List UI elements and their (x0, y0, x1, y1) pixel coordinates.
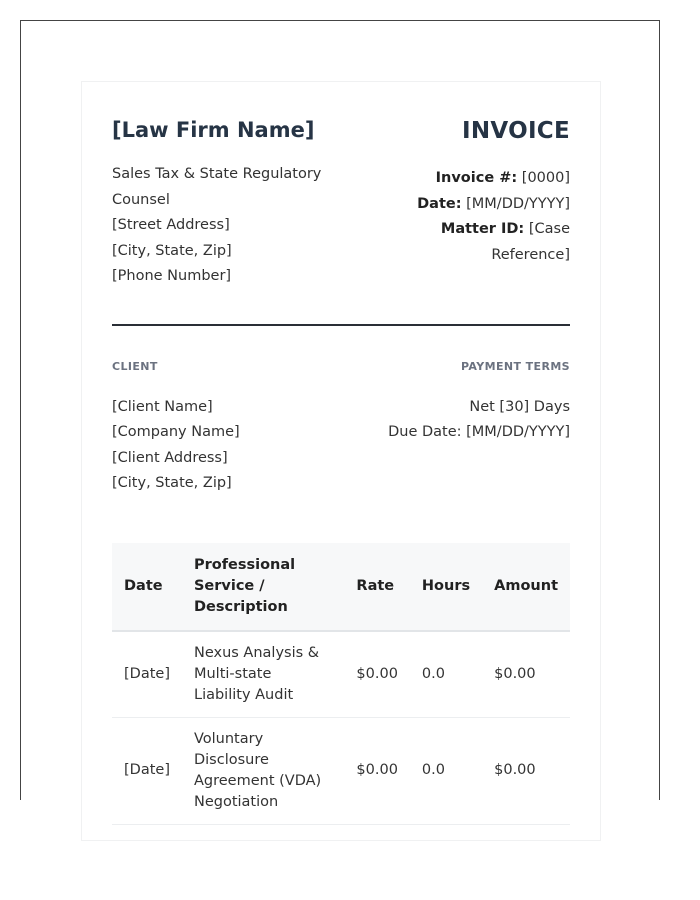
client-line: [Client Address] (112, 449, 228, 466)
row-rate: $0.00 (344, 717, 410, 824)
matter-id-continued: Reference] (491, 246, 570, 263)
payment-terms-label: PAYMENT TERMS (460, 359, 570, 373)
firm-line: [Street Address] (112, 217, 230, 233)
firm-name: [Law Firm Name] (112, 118, 315, 142)
header-divider (112, 324, 570, 326)
row-amount: $0.00 (482, 631, 570, 718)
client-terms-details (112, 395, 570, 497)
client-label: CLIENT (112, 359, 158, 373)
row-hours: 0.0 (410, 717, 482, 824)
invoice-title: INVOICE (461, 118, 570, 144)
client-line: [Company Name] (112, 424, 240, 440)
firm-line: Sales Tax & State Regulatory (112, 166, 322, 182)
client-block (112, 395, 240, 497)
invoice-number-label: Invoice #: (435, 170, 518, 186)
client-line: [Client Name] (112, 398, 213, 415)
firm-address-block (112, 162, 342, 290)
invoice-number (380, 166, 570, 192)
invoice-date-value: [MM/DD/YYYY] (466, 195, 570, 212)
terms-line: Net [30] Days (469, 398, 570, 415)
matter-id (380, 217, 570, 243)
payment-terms-block (388, 395, 570, 497)
header-date: Date (124, 577, 163, 594)
invoice-meta-block (380, 166, 570, 290)
firm-line: [City, State, Zip] (112, 242, 232, 259)
row-amount: $0.00 (482, 717, 570, 824)
invoice-date-label: Date: (417, 195, 462, 212)
row-rate: $0.00 (344, 631, 410, 718)
header-rate: Rate (356, 577, 395, 594)
row-hours: 0.0 (410, 631, 482, 718)
row-date: [Date] (112, 631, 182, 718)
header-description: Professional Service / Description (193, 556, 296, 615)
invoice-header (112, 82, 570, 144)
header-details (112, 162, 570, 290)
row-description: Nexus Analysis & Multi-state Liability Audit (182, 631, 344, 718)
row-date: [Date] (112, 717, 182, 824)
table-row (112, 717, 570, 824)
section-labels (112, 360, 570, 373)
client-line: [City, State, Zip] (112, 475, 232, 491)
header-amount: Amount (494, 577, 558, 594)
invoice-date (380, 192, 570, 218)
matter-id-label: Matter ID: (440, 221, 525, 237)
invoice-sheet (81, 81, 601, 841)
header-hours: Hours (421, 577, 471, 594)
terms-line: Due Date: [MM/DD/YYYY] (388, 424, 570, 440)
firm-line: [Phone Number] (112, 268, 232, 284)
invoice-number-value: [0000] (521, 170, 570, 186)
table-row (112, 631, 570, 718)
services-table (112, 543, 570, 825)
row-description: Voluntary Disclosure Agreement (VDA) Negotiation (182, 717, 344, 824)
page-frame (20, 20, 660, 810)
matter-id-value: [Case (528, 221, 570, 237)
table-header-row (112, 543, 570, 631)
firm-line: Counsel (112, 191, 170, 208)
